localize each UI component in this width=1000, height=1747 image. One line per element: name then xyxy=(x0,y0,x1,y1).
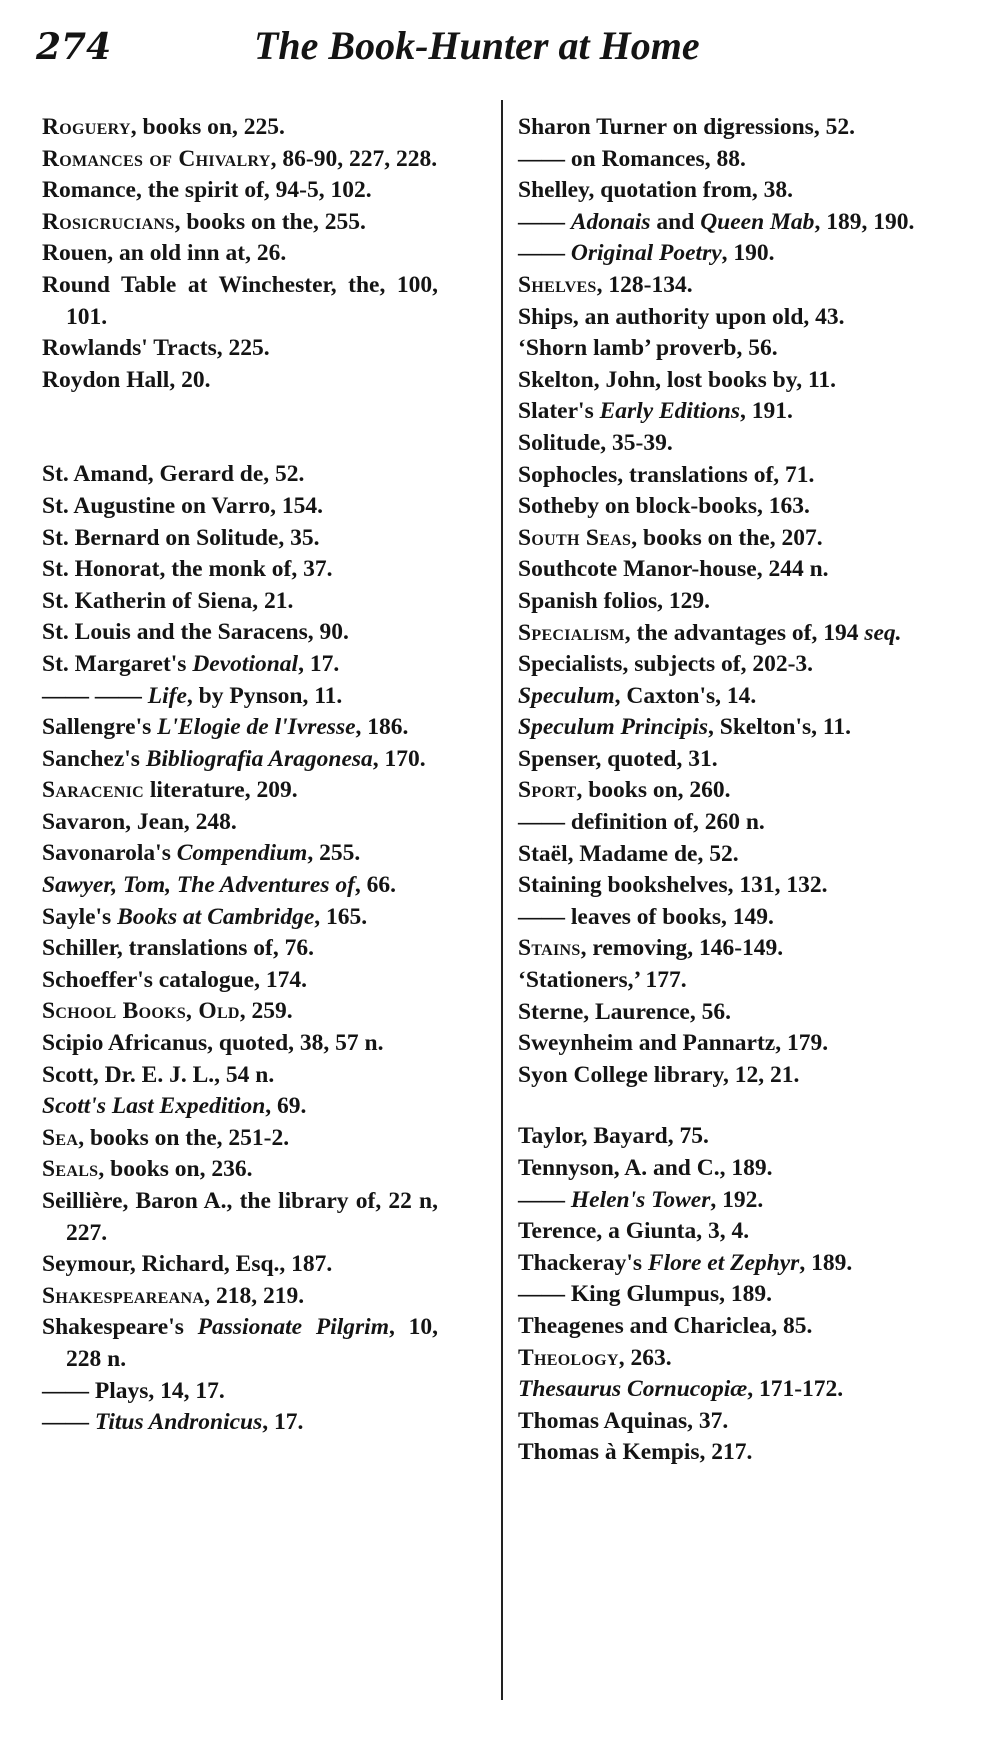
index-entry-text: , 218, 219. xyxy=(204,1282,305,1309)
index-entry-heading: Rosicrucians xyxy=(42,208,175,235)
index-entry-text: St. Amand, Gerard de, 52. xyxy=(42,461,305,488)
index-entry xyxy=(518,775,928,807)
column-divider xyxy=(501,100,503,1700)
index-entry-text: , 190. xyxy=(721,240,775,267)
index-entry-text: and xyxy=(650,208,701,235)
index-entry xyxy=(518,933,928,965)
index-entry xyxy=(42,617,438,649)
index-entry-text: Slater's xyxy=(518,398,600,425)
index-entry-text: Roydon Hall, 20. xyxy=(42,366,211,393)
index-entry xyxy=(518,428,928,460)
index-entry-title: Books at Cambridge xyxy=(117,903,315,930)
index-entry-title: Early Editions xyxy=(599,398,740,425)
index-entry xyxy=(42,965,438,997)
index-entry-title: Passionate Pilgrim xyxy=(197,1314,389,1341)
index-entry xyxy=(42,1312,438,1375)
index-entry-text: St. Margaret's xyxy=(42,650,193,677)
index-entry-text: Spanish folios, 129. xyxy=(518,587,710,614)
index-entry-text: —— King Glumpus, 189. xyxy=(518,1281,772,1308)
index-entry-text: , books on, 260. xyxy=(576,777,731,804)
index-entry-title: Compendium xyxy=(176,840,308,867)
index-entry-heading: Sport xyxy=(518,777,577,804)
index-entry xyxy=(42,744,438,776)
index-entry xyxy=(42,144,438,176)
index-entry xyxy=(42,1091,438,1123)
section-gap xyxy=(518,1091,928,1121)
index-entry xyxy=(518,1248,928,1280)
index-entry xyxy=(42,1249,438,1281)
index-entry xyxy=(518,112,928,144)
index-entry-text: Rowlands' Tracts, 225. xyxy=(42,335,270,362)
index-column-right xyxy=(518,112,928,1469)
index-entry-text: Thackeray's xyxy=(518,1249,648,1276)
index-entry-text: Southcote Manor-house, 244 n. xyxy=(518,556,829,583)
index-entry xyxy=(42,554,438,586)
index-entry-text: , 263. xyxy=(618,1344,672,1371)
index-entry xyxy=(42,712,438,744)
index-entry xyxy=(42,996,438,1028)
index-entry-text: , books on the, 251-2. xyxy=(78,1124,290,1151)
index-entry xyxy=(518,1279,928,1311)
index-entry-heading: Theology xyxy=(518,1344,619,1371)
index-entry-text: Seillière, Baron A., the library of, 22 n, 227. xyxy=(42,1188,438,1246)
index-entry xyxy=(518,1185,928,1217)
index-entry xyxy=(518,649,928,681)
index-entry-heading: School Books, Old xyxy=(42,998,240,1025)
index-entry xyxy=(518,365,928,397)
index-entry xyxy=(42,270,438,333)
index-entry-text: , by Pynson, 11. xyxy=(186,682,343,709)
index-entry xyxy=(42,838,438,870)
index-entry-text: Spenser, quoted, 31. xyxy=(518,745,718,772)
index-entry-text: , 171-172. xyxy=(747,1376,844,1403)
index-entry-text: —— definition of, 260 n. xyxy=(518,809,765,836)
index-entry-text: St. Louis and the Saracens, 90. xyxy=(42,619,349,646)
index-entry xyxy=(518,491,928,523)
index-entry xyxy=(518,460,928,492)
index-entry-heading: Shakespeareana xyxy=(42,1282,205,1309)
index-entry xyxy=(42,933,438,965)
index-entry xyxy=(518,207,928,239)
index-entry-text: Theagenes and Chariclea, 85. xyxy=(518,1312,813,1339)
index-entry-text: —— on Romances, 88. xyxy=(518,145,746,172)
index-entry-title: Life xyxy=(147,682,187,709)
index-entry xyxy=(518,1060,928,1092)
index-entry xyxy=(518,523,928,555)
index-entry-text: , removing, 146-149. xyxy=(580,935,784,962)
index-entry-title: Titus Andronicus xyxy=(94,1409,263,1436)
index-entry-text: —— —— xyxy=(42,682,148,709)
index-entry-text: Specialists, subjects of, 202-3. xyxy=(518,651,814,678)
page-number: 274 xyxy=(36,26,112,68)
index-entry-text: Sallengre's xyxy=(42,714,158,741)
index-entry xyxy=(42,775,438,807)
index-entry xyxy=(518,839,928,871)
index-entry xyxy=(518,270,928,302)
index-entry-text: Taylor, Bayard, 75. xyxy=(518,1123,709,1150)
index-entry-text: Sanchez's xyxy=(42,745,146,772)
index-entry-text: —— xyxy=(518,240,571,267)
index-entry-text: Skelton, John, lost books by, 11. xyxy=(518,366,837,393)
index-entry-text: , 10, 228 n. xyxy=(66,1314,438,1372)
index-entry xyxy=(518,618,928,650)
index-entry xyxy=(518,238,928,270)
index-entry-title: Bibliografia Aragonesa xyxy=(145,745,373,772)
index-entry xyxy=(518,586,928,618)
index-entry xyxy=(42,365,438,397)
index-entry xyxy=(42,238,438,270)
index-entry xyxy=(518,1437,928,1469)
index-entry xyxy=(518,1406,928,1438)
index-entry-title: Flore et Zephyr xyxy=(647,1249,800,1276)
index-entry-text: , 69. xyxy=(265,1093,307,1120)
index-entry-text: —— xyxy=(518,1186,571,1213)
index-entry xyxy=(518,681,928,713)
index-entry xyxy=(518,997,928,1029)
index-entry xyxy=(42,175,438,207)
index-entry xyxy=(42,1060,438,1092)
index-entry xyxy=(518,1216,928,1248)
index-entry xyxy=(518,396,928,428)
index-entry-text: Ships, an authority upon old, 43. xyxy=(518,303,845,330)
index-entry xyxy=(518,744,928,776)
index-entry-text: , 165. xyxy=(314,903,368,930)
index-entry-text: , 66. xyxy=(354,872,397,899)
index-entry xyxy=(42,523,438,555)
index-entry-text: , Caxton's, 14. xyxy=(614,682,757,709)
index-entry xyxy=(42,649,438,681)
index-entry-text: Sotheby on block-books, 163. xyxy=(518,493,810,520)
index-entry xyxy=(518,902,928,934)
index-entry xyxy=(518,1343,928,1375)
section-gap xyxy=(42,396,438,459)
index-entry-text: Scott, Dr. E. J. L., 54 n. xyxy=(42,1061,275,1088)
index-entry-text: —— xyxy=(42,1409,95,1436)
index-entry xyxy=(42,902,438,934)
index-entry xyxy=(42,207,438,239)
index-entry xyxy=(42,1028,438,1060)
index-entry-text: Sayle's xyxy=(42,903,118,930)
index-entry-text: Staining bookshelves, 131, 132. xyxy=(518,872,828,899)
index-entry xyxy=(42,1154,438,1186)
index-entry-title: Devotional xyxy=(192,650,299,677)
index-entry-text: , 186. xyxy=(355,714,409,741)
index-entry xyxy=(42,1407,438,1439)
index-entry-title: Speculum Principis xyxy=(518,714,708,741)
index-entry-text: Schoeffer's catalogue, 174. xyxy=(42,966,307,993)
index-entry xyxy=(42,491,438,523)
index-entry-text: Round Table at Winchester, the, 100, 101. xyxy=(42,271,438,330)
index-entry-text: literature, 209. xyxy=(144,777,298,804)
index-entry xyxy=(42,870,438,902)
index-entry-heading: Seals xyxy=(42,1156,99,1183)
index-entry xyxy=(42,1123,438,1155)
index-entry-text: , books on, 225. xyxy=(130,114,285,140)
index-entry-title: Thesaurus Cornucopiæ xyxy=(518,1376,748,1403)
index-entry-text: —— xyxy=(518,208,571,235)
index-entry xyxy=(518,144,928,176)
index-entry-text: Thomas Aquinas, 37. xyxy=(518,1407,729,1434)
index-entry-text: —— leaves of books, 149. xyxy=(518,903,774,930)
index-entry-text: Seymour, Richard, Esq., 187. xyxy=(42,1251,333,1278)
index-entry-text: Thomas à Kempis, 217. xyxy=(518,1439,753,1466)
index-entry-heading: Roguery xyxy=(42,114,131,140)
index-entry-heading: Shelves xyxy=(518,271,597,298)
index-entry-text: , 189, 190. xyxy=(814,208,915,235)
index-entry xyxy=(518,1311,928,1343)
index-entry-text: Sweynheim and Pannartz, 179. xyxy=(518,1030,829,1057)
index-entry-title: seq. xyxy=(864,619,902,646)
index-entry xyxy=(518,302,928,334)
index-entry-text: Scipio Africanus, quoted, 38, 57 n. xyxy=(42,1030,384,1057)
index-entry-text: , 259. xyxy=(239,998,293,1025)
index-entry-title: Speculum xyxy=(518,682,615,709)
index-entry-heading: Romances of Chivalry xyxy=(42,145,271,172)
running-title: The Book-Hunter at Home xyxy=(254,23,700,68)
index-entry xyxy=(42,333,438,365)
index-entry-text: St. Bernard on Solitude, 35. xyxy=(42,524,320,551)
index-entry-title: Original Poetry xyxy=(570,240,722,267)
index-entry-text: Rouen, an old inn at, 26. xyxy=(42,240,287,267)
index-entry-text: Solitude, 35-39. xyxy=(518,429,673,456)
index-entry xyxy=(518,1121,928,1153)
index-entry-heading: Stains xyxy=(518,935,581,962)
index-entry xyxy=(42,459,438,491)
index-entry-text: Shelley, quotation from, 38. xyxy=(518,177,794,204)
index-entry-text: , 128-134. xyxy=(596,271,693,298)
index-entry-text: , 86-90, 227, 228. xyxy=(270,145,438,172)
index-entry-text: Savaron, Jean, 248. xyxy=(42,808,237,835)
index-entry xyxy=(42,807,438,839)
index-entry xyxy=(42,681,438,713)
index-column-left xyxy=(42,112,438,1439)
index-entry-text: , Skelton's, 11. xyxy=(708,714,851,741)
index-entry-text: , 191. xyxy=(739,398,793,425)
index-entry-text: , 192. xyxy=(710,1186,764,1213)
index-entry-text: —— Plays, 14, 17. xyxy=(42,1377,225,1404)
index-entry xyxy=(518,965,928,997)
index-entry-text: , books on the, 255. xyxy=(174,208,366,235)
page-header xyxy=(36,22,936,82)
index-entry xyxy=(518,554,928,586)
index-entry xyxy=(518,333,928,365)
index-entry-text: Syon College library, 12, 21. xyxy=(518,1061,800,1088)
index-entry-text: St. Katherin of Siena, 21. xyxy=(42,587,294,614)
index-entry-text: Romance, the spirit of, 94-5, 102. xyxy=(42,177,372,204)
index-entry-text: Shakespeare's xyxy=(42,1314,198,1341)
index-entry-text: ‘Shorn lamb’ proverb, 56. xyxy=(518,335,778,362)
index-entry-text: Sterne, Laurence, 56. xyxy=(518,998,731,1025)
index-entry-heading: Sea xyxy=(42,1124,79,1151)
index-entry-text: , the advantages of, 194 xyxy=(624,619,865,646)
index-entry-text: , 189. xyxy=(799,1249,853,1276)
index-entry-text: , 170. xyxy=(372,745,426,772)
index-entry xyxy=(518,1374,928,1406)
index-entry xyxy=(42,1376,438,1408)
index-entry xyxy=(518,1028,928,1060)
index-entry-text: ‘Stationers,’ 177. xyxy=(518,967,687,994)
index-entry-text: St. Augustine on Varro, 154. xyxy=(42,492,323,519)
index-entry-title: Sawyer, Tom, The Adventures of xyxy=(42,872,355,899)
index-entry xyxy=(42,1281,438,1313)
index-entry-title: Scott's Last Expedition xyxy=(42,1093,266,1120)
index-entry-title: Adonais xyxy=(570,208,651,235)
index-entry-title: Queen Mab xyxy=(700,208,815,235)
index-entry-title: L'Elogie de l'Ivresse xyxy=(157,714,356,741)
index-entry-title: Helen's Tower xyxy=(570,1186,711,1213)
index-entry xyxy=(518,807,928,839)
index-entry xyxy=(518,712,928,744)
index-entry-text: Sharon Turner on digressions, 52. xyxy=(518,114,855,140)
index-entry-heading: Saracenic xyxy=(42,777,144,804)
index-entry-text: , 17. xyxy=(298,650,340,677)
index-entry-text: , books on the, 207. xyxy=(631,524,823,551)
index-entry-heading: South Seas xyxy=(518,524,632,551)
index-entry xyxy=(518,1153,928,1185)
index-entry-text: Tennyson, A. and C., 189. xyxy=(518,1155,773,1181)
index-entry xyxy=(518,870,928,902)
index-entry-text: , 255. xyxy=(307,840,361,867)
index-entry-text: Sophocles, translations of, 71. xyxy=(518,461,815,488)
index-entry xyxy=(42,112,438,144)
index-entry-text: Staël, Madame de, 52. xyxy=(518,840,739,867)
index-entry xyxy=(42,586,438,618)
index-entry-text: , books on, 236. xyxy=(98,1156,253,1183)
index-entry xyxy=(42,1186,438,1249)
index-entry-text: Terence, a Giunta, 3, 4. xyxy=(518,1218,750,1245)
index-entry-text: , 17. xyxy=(262,1409,304,1436)
index-entry xyxy=(518,175,928,207)
index-entry-text: Schiller, translations of, 76. xyxy=(42,935,315,962)
index-entry-heading: Specialism xyxy=(518,619,625,646)
index-entry-text: Savonarola's xyxy=(42,840,177,867)
index-entry-text: St. Honorat, the monk of, 37. xyxy=(42,556,333,583)
